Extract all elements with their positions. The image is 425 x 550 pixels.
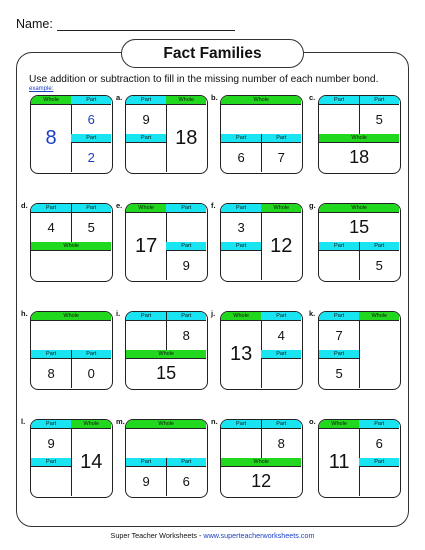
part-value[interactable] <box>126 143 166 172</box>
whole-value[interactable]: 17 <box>134 235 158 258</box>
whole-header: Whole <box>71 420 111 429</box>
part-header: Part <box>31 458 71 467</box>
part-header: Part <box>166 242 206 251</box>
part-header: Part <box>71 350 111 359</box>
number-bond <box>220 311 303 390</box>
part-value[interactable]: 9 <box>182 258 190 274</box>
whole-header: Whole <box>126 420 206 429</box>
whole-value[interactable]: 18 <box>349 147 370 168</box>
problem-letter: m. <box>116 417 125 426</box>
part-value[interactable]: 9 <box>142 112 150 128</box>
part-value[interactable] <box>221 251 261 280</box>
whole-value[interactable]: 15 <box>156 363 177 384</box>
part-value[interactable] <box>221 429 261 458</box>
part-value[interactable]: 8 <box>277 436 285 452</box>
part-header: Part <box>126 96 166 105</box>
whole-value[interactable] <box>31 251 111 280</box>
part-header: Part <box>221 134 261 143</box>
whole-header: Whole <box>166 96 206 105</box>
problem-letter: a. <box>116 93 123 102</box>
part-value[interactable]: 5 <box>87 220 95 236</box>
part-header: Part <box>319 242 359 251</box>
problem-letter: d. <box>21 201 28 210</box>
problem-letter: f. <box>211 201 216 210</box>
problem-letter: e. <box>116 201 123 210</box>
part-value[interactable]: 7 <box>335 328 343 344</box>
part-value[interactable] <box>359 467 399 496</box>
whole-header: Whole <box>359 312 399 321</box>
problem-letter: b. <box>211 93 218 102</box>
part-header: Part <box>221 242 261 251</box>
whole-value[interactable]: 12 <box>270 235 293 258</box>
footer-brand: Super Teacher Worksheets <box>110 531 197 540</box>
example-label: example: <box>29 86 54 92</box>
number-bond <box>318 203 401 282</box>
part-header: Part <box>359 458 399 467</box>
part-header: Part <box>71 204 111 213</box>
part-value[interactable]: 7 <box>277 150 285 166</box>
whole-header: Whole <box>31 96 71 105</box>
part-value[interactable]: 8 <box>47 366 55 382</box>
part-header: Part <box>261 312 301 321</box>
whole-value[interactable]: 18 <box>175 127 198 150</box>
number-bond <box>220 419 303 498</box>
whole-value[interactable]: 14 <box>80 451 103 474</box>
part-value[interactable]: 9 <box>47 436 55 452</box>
part-value[interactable] <box>319 105 359 134</box>
number-bond <box>30 419 113 498</box>
part-header: Part <box>359 96 399 105</box>
part-header: Part <box>359 242 399 251</box>
part-value[interactable]: 9 <box>142 474 150 490</box>
part-header: Part <box>319 312 359 321</box>
whole-value[interactable]: 11 <box>328 451 350 474</box>
whole-header: Whole <box>221 96 301 105</box>
name-label: Name: <box>16 17 53 31</box>
whole-header: Whole <box>319 420 359 429</box>
instructions: Use addition or subtraction to fill in the missing number of each number bond. <box>29 74 379 85</box>
part-value[interactable]: 4 <box>47 220 55 236</box>
whole-value[interactable]: 8 <box>45 127 57 150</box>
part-header: Part <box>126 134 166 143</box>
part-header: Part <box>166 458 206 467</box>
example-number-bond <box>30 95 113 174</box>
part-header: Part <box>31 204 71 213</box>
part-value[interactable]: 5 <box>375 112 383 128</box>
part-header: Part <box>71 96 111 105</box>
problem-letter: l. <box>21 417 26 426</box>
number-bond <box>125 95 208 174</box>
page-title: Fact Families <box>121 39 304 68</box>
part-header: Part <box>126 312 166 321</box>
number-bond <box>220 95 303 174</box>
whole-header: Whole <box>31 242 111 251</box>
part-value[interactable]: 8 <box>182 328 190 344</box>
problem-letter: k. <box>309 309 316 318</box>
name-line[interactable] <box>57 18 235 31</box>
number-bond <box>318 419 401 498</box>
part-header: Part <box>319 350 359 359</box>
number-bond <box>30 311 113 390</box>
number-bond <box>125 203 208 282</box>
whole-value[interactable] <box>359 321 399 388</box>
part-value[interactable] <box>166 213 206 242</box>
part-header: Part <box>261 350 301 359</box>
part-value[interactable]: 6 <box>375 436 383 452</box>
whole-header: Whole <box>319 204 399 213</box>
problem-letter: n. <box>211 417 218 426</box>
part-header: Part <box>221 420 261 429</box>
whole-value[interactable]: 12 <box>251 471 272 492</box>
whole-header: Whole <box>31 312 111 321</box>
whole-value[interactable]: 13 <box>229 343 253 366</box>
part-value[interactable]: 3 <box>237 220 245 236</box>
part-header: Part <box>166 312 206 321</box>
number-bond <box>125 419 208 498</box>
footer-separator: - <box>196 531 204 540</box>
whole-header: Whole <box>221 312 261 321</box>
number-bond <box>220 203 303 282</box>
number-bond <box>125 311 208 390</box>
part-value[interactable]: 5 <box>335 366 343 382</box>
problem-letter: g. <box>309 201 316 210</box>
whole-value[interactable] <box>221 105 301 134</box>
whole-header: Whole <box>126 350 206 359</box>
number-bond <box>318 95 401 174</box>
part-header: Part <box>126 458 166 467</box>
part-value[interactable] <box>261 359 301 388</box>
number-bond <box>318 311 401 390</box>
whole-value[interactable] <box>31 321 111 350</box>
part-header: Part <box>71 134 111 143</box>
part-value[interactable]: 2 <box>87 150 95 166</box>
footer-url[interactable]: www.superteacherworksheets.com <box>203 531 315 540</box>
problem-letter: i. <box>116 309 121 318</box>
part-value[interactable]: 6 <box>87 112 95 128</box>
part-value[interactable]: 6 <box>182 474 190 490</box>
part-value[interactable]: 0 <box>87 366 95 382</box>
part-value[interactable]: 6 <box>237 150 245 166</box>
whole-header: Whole <box>319 134 399 143</box>
part-header: Part <box>31 350 71 359</box>
part-value[interactable] <box>126 321 166 350</box>
part-value[interactable] <box>319 251 359 280</box>
part-header: Part <box>261 134 301 143</box>
part-header: Part <box>166 204 206 213</box>
problem-letter: c. <box>309 93 316 102</box>
problem-letter: o. <box>309 417 316 426</box>
whole-value[interactable] <box>126 429 206 458</box>
name-row <box>16 17 235 31</box>
footer <box>0 531 425 540</box>
problem-letter: j. <box>211 309 216 318</box>
part-value[interactable]: 4 <box>277 328 285 344</box>
part-header: Part <box>221 204 261 213</box>
whole-header: Whole <box>261 204 301 213</box>
part-header: Part <box>31 420 71 429</box>
part-value[interactable] <box>31 467 71 496</box>
part-header: Part <box>359 420 399 429</box>
number-bond <box>30 203 113 282</box>
whole-header: Whole <box>221 458 301 467</box>
problem-letter: h. <box>21 309 28 318</box>
part-value[interactable]: 5 <box>375 258 383 274</box>
whole-value[interactable]: 15 <box>349 217 370 238</box>
part-header: Part <box>319 96 359 105</box>
whole-header: Whole <box>126 204 166 213</box>
part-header: Part <box>261 420 301 429</box>
